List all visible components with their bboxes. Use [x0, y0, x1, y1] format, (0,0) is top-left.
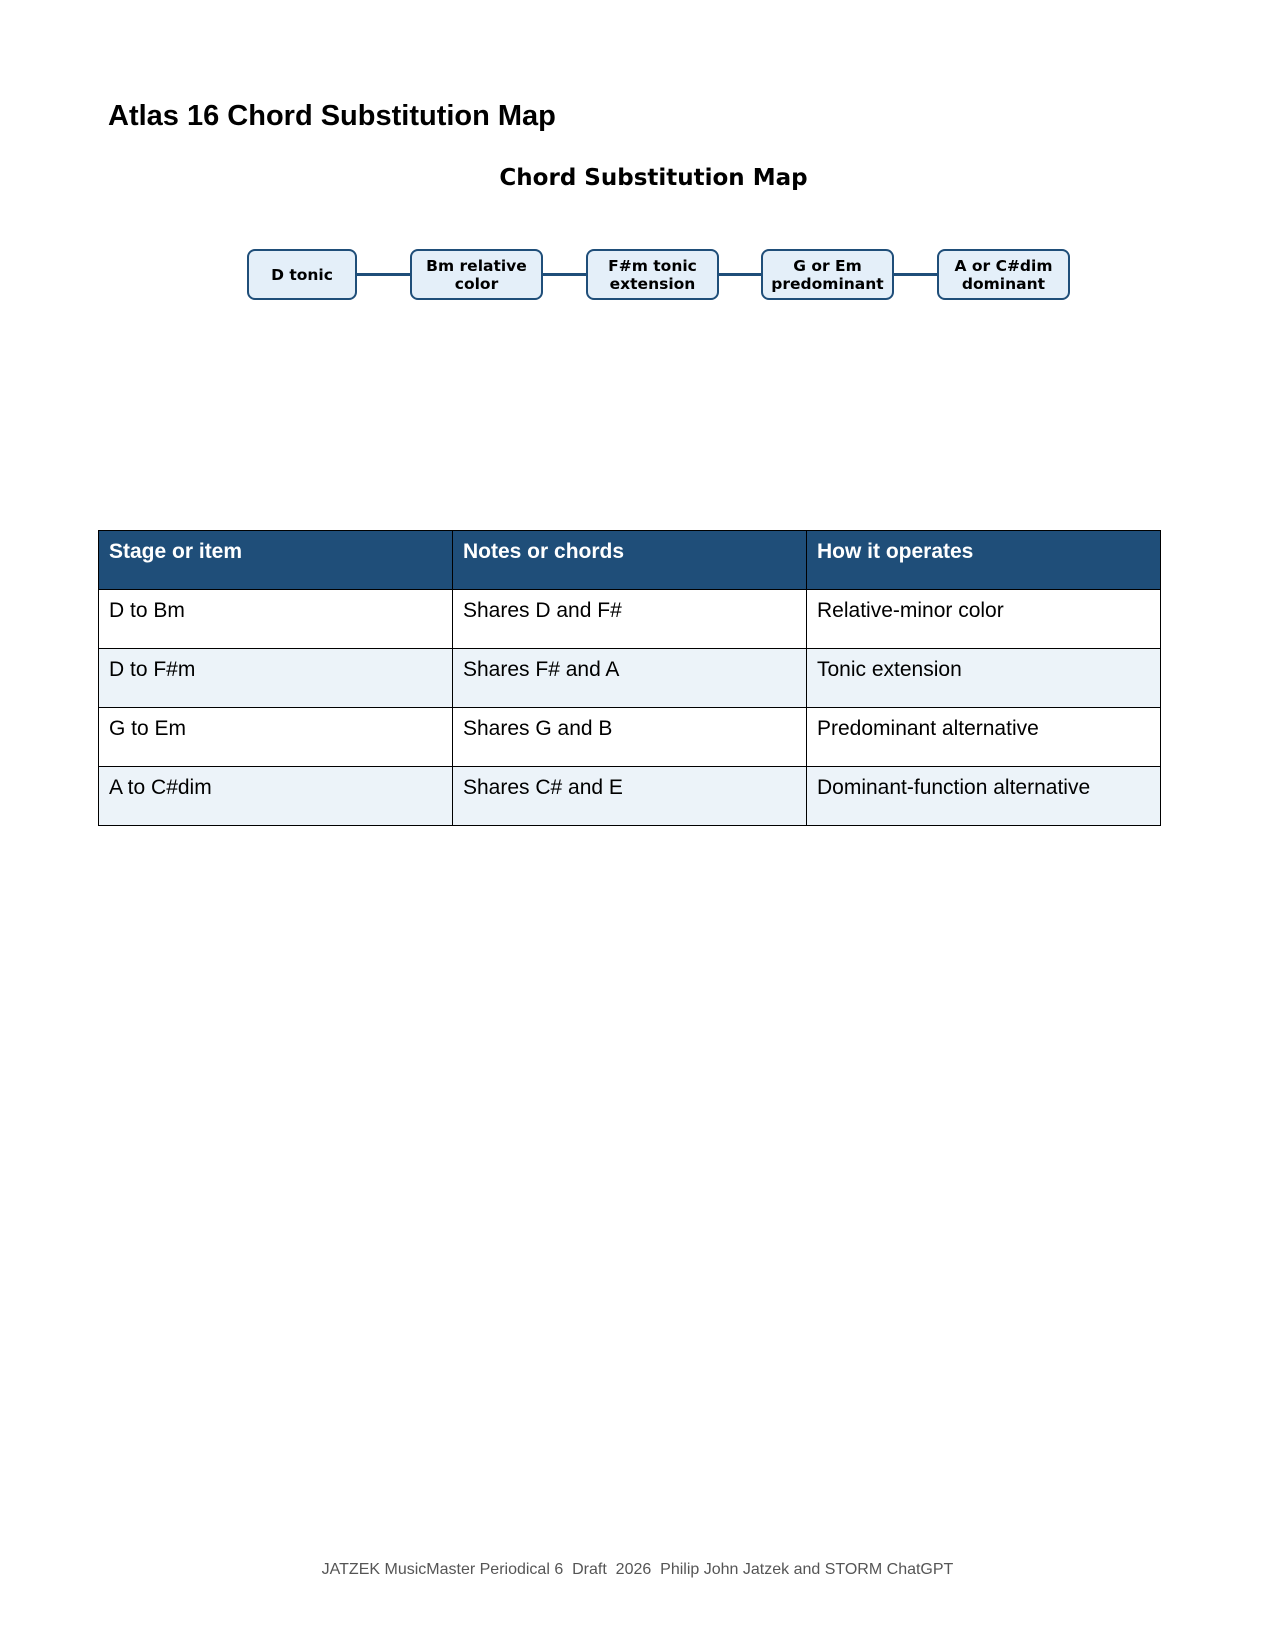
table-row [99, 708, 1161, 767]
connector-2-3 [542, 273, 587, 276]
connector-3-4 [717, 273, 762, 276]
table-cell: G to Em [99, 708, 453, 767]
table-header-row [99, 531, 1161, 590]
table-cell: Shares D and F# [453, 590, 807, 649]
table-cell: Dominant-function alternative [807, 767, 1161, 826]
node-d-tonic: D tonic [247, 249, 357, 300]
substitution-table [98, 530, 1161, 826]
substitution-flow-diagram [0, 0, 1275, 340]
figure-title: Chord Substitution Map [499, 165, 808, 191]
node-g-or-em-predominant: G or Em predominant [761, 249, 894, 300]
table-row [99, 767, 1161, 826]
column-header-stage: Stage or item [99, 531, 453, 590]
table-row [99, 649, 1161, 708]
table-cell: Shares F# and A [453, 649, 807, 708]
table-cell: D to Bm [99, 590, 453, 649]
table-row [99, 590, 1161, 649]
substitution-table-container [98, 530, 1161, 826]
connector-4-5 [892, 273, 937, 276]
table-cell: Tonic extension [807, 649, 1161, 708]
connector-1-2 [356, 273, 410, 276]
node-fsharp-m-tonic-extension: F#m tonic extension [586, 249, 719, 300]
table-cell: Shares G and B [453, 708, 807, 767]
table-cell: D to F#m [99, 649, 453, 708]
column-header-operation: How it operates [807, 531, 1161, 590]
page-footer: JATZEK MusicMaster Periodical 6 Draft 2026 Philip John Jatzek and STORM ChatGPT [321, 1561, 954, 1578]
table-cell: Predominant alternative [807, 708, 1161, 767]
node-a-or-csharp-dim-dominant: A or C#dim dominant [937, 249, 1070, 300]
column-header-notes: Notes or chords [453, 531, 807, 590]
table-cell: Shares C# and E [453, 767, 807, 826]
table-cell: Relative-minor color [807, 590, 1161, 649]
table-cell: A to C#dim [99, 767, 453, 826]
page-heading: Atlas 16 Chord Substitution Map [108, 100, 556, 132]
node-bm-relative-color: Bm relative color [410, 249, 543, 300]
